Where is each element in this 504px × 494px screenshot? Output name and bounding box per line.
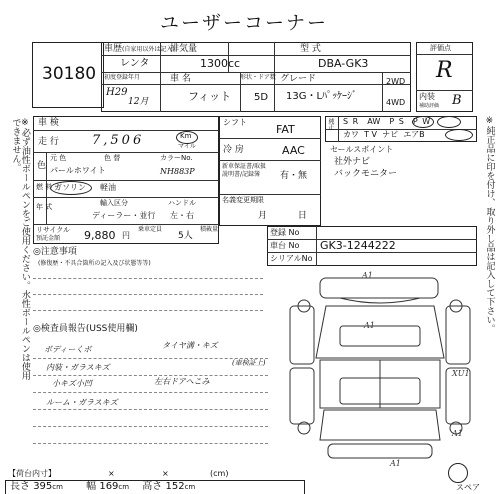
left-vertical-note: ※必ず油性ボールペンをご使用ください。水性ボールペンは使用できません。 <box>10 118 30 380</box>
handle-value: 左・右 <box>170 211 194 220</box>
damage-mark-4: A1 <box>452 429 463 438</box>
handle-label: ハンドル <box>168 199 196 207</box>
notes-header: ◎注意事項 <box>33 247 77 257</box>
score-value: R <box>436 58 453 83</box>
color-no-label: カラーNo. <box>160 154 193 162</box>
car-history-label: 車歴(自家用以外は記入) <box>104 44 175 54</box>
mileage-unit-mile: マイル <box>178 143 196 150</box>
capacity-label: 乗車定員 <box>138 226 163 233</box>
manual-value: 有・無 <box>280 171 308 181</box>
color-label: 色 <box>37 161 47 171</box>
damage-mark-1: A1 <box>362 271 373 280</box>
page-title: ユーザーコーナー <box>160 12 329 34</box>
inspector-line-2: タイヤ溝・キズ <box>162 341 218 350</box>
first-reg-year: H29 <box>106 87 128 98</box>
displacement-label: 排気量 <box>170 44 198 54</box>
recycle-value: 9,880 <box>84 229 116 242</box>
damage-mark-2: A1 <box>364 321 375 330</box>
color-no-value: NH883P <box>160 167 195 176</box>
ac-value: AAC <box>282 144 305 157</box>
manual-label: 新車保証書/取扱 <box>222 163 267 170</box>
serial-no-label: シリアルNo <box>270 254 313 263</box>
genuine-label: 純正 <box>327 118 334 130</box>
recycle-label: リサイクル <box>36 226 71 234</box>
drive-4wd: 4WD <box>386 98 406 107</box>
inspector-line-3: 内装・ガラスキズ <box>46 363 110 372</box>
equip-row2: カワ T V ナビ エアB <box>343 130 425 139</box>
ac-label: 冷 房 <box>223 145 244 155</box>
color-value: パールホワイト <box>50 166 106 175</box>
doors-label: 形状・ドア数 <box>240 74 276 81</box>
inspector-line-6: ルーム・ガラスキズ <box>46 398 118 407</box>
manual-sub: 説明書/記録簿 <box>222 171 261 178</box>
doors-value: 5D <box>254 92 269 103</box>
pw-circle <box>437 116 461 128</box>
car-name-value: フィット <box>188 90 232 103</box>
shift-label: シフト <box>223 118 247 127</box>
cargo-x-1: × <box>108 469 115 478</box>
fuel-value: ガソリン <box>54 183 86 192</box>
light-oil-label: 軽油 <box>100 183 116 192</box>
damage-mark-3: XU1 <box>452 369 470 378</box>
mileage-unit-km: Km <box>180 132 192 140</box>
inspector-header: ◎検査員報告(USS使用欄) <box>33 324 138 334</box>
mileage-label: 走 行 <box>38 137 59 147</box>
notes-sub: (修復歴・不具合箇所の記入及び状態等等) <box>38 260 151 267</box>
model-label: 型 式 <box>300 44 321 54</box>
airbag-circle <box>445 129 473 141</box>
grade-label: グレード <box>280 74 317 84</box>
car-history-value: レンタ <box>120 58 150 69</box>
car-damage-diagram <box>280 268 480 473</box>
car-name-label: 車 名 <box>170 74 191 84</box>
right-vertical-note: ※純正品に印を付け、取り外し品は記入して下さい。 <box>484 116 495 333</box>
score-label: 評価点 <box>430 44 451 52</box>
capacity-value: 5人 <box>178 231 193 241</box>
damage-mark-5: A1 <box>390 459 401 468</box>
import-value: ディーラー・並行 <box>92 211 156 220</box>
recycle-sub: 預託金額 <box>36 235 61 242</box>
year-type-label: 年 式 <box>36 203 53 211</box>
drive-2wd: 2WD <box>386 77 406 86</box>
spare-label: スペア <box>456 483 480 492</box>
sales-point-label: セールスポイント <box>330 145 394 154</box>
reg-no-label: 登録 No <box>270 228 300 237</box>
yen-label: 円 <box>122 231 130 240</box>
load-label: 積載量 <box>200 226 219 233</box>
title-change-label: 名義変更期限 <box>222 196 264 204</box>
shift-value: FAT <box>276 123 295 136</box>
original-color-label: 元 色 <box>50 154 67 162</box>
mileage-value: 7,506 <box>92 133 145 148</box>
first-reg-label: 初度登録年月 <box>104 74 141 81</box>
color-name-label: 色 替 <box>104 154 121 162</box>
inspector-right-note: (車検証上) <box>232 359 266 367</box>
inspector-line-4: 小キズ小凹 <box>52 379 92 388</box>
inspector-line-1: ボディーくボ <box>44 345 92 354</box>
interior-label: 内装 <box>419 92 435 101</box>
import-label: 輸入区分 <box>100 199 128 207</box>
interior-value: B <box>452 93 462 108</box>
circle-bullet-icon: ◎ <box>33 324 41 334</box>
cargo-label: 【荷台内寸】 <box>8 469 56 478</box>
interior-sub: 補助評価 <box>419 103 440 109</box>
inspection-label: 車 検 <box>38 118 59 128</box>
fuel-label: 燃 料 <box>36 183 53 191</box>
model-value: DBA-GK3 <box>318 57 369 70</box>
circle-bullet-icon: ◎ <box>33 247 41 257</box>
title-change-value: 月 日 <box>258 211 321 221</box>
grade-value: 13G・Lﾊﾟｯｹｰｼﾞ <box>286 91 358 102</box>
displacement-value: 1300cc <box>200 57 241 70</box>
cargo-dimensions: 長さ 395cm 幅 169cm 高さ 152cm <box>10 481 196 492</box>
sales-point-2: バックモニター <box>334 169 398 179</box>
chassis-no-value: GK3-1244222 <box>320 239 396 252</box>
first-reg-month: 12月 <box>128 97 149 107</box>
equip-row1: S R AW P S P W <box>343 117 431 126</box>
spare-circle <box>448 463 468 483</box>
sales-point-1: 社外ナビ <box>334 157 371 167</box>
inspector-line-5: 左右ドアへこみ <box>154 377 210 386</box>
cargo-unit-top: (cm) <box>210 469 229 478</box>
chassis-no-label: 車台 No <box>270 241 300 250</box>
lot-number: 30180 <box>42 64 97 84</box>
ps-circle <box>412 116 434 128</box>
cargo-x-2: × <box>162 469 169 478</box>
